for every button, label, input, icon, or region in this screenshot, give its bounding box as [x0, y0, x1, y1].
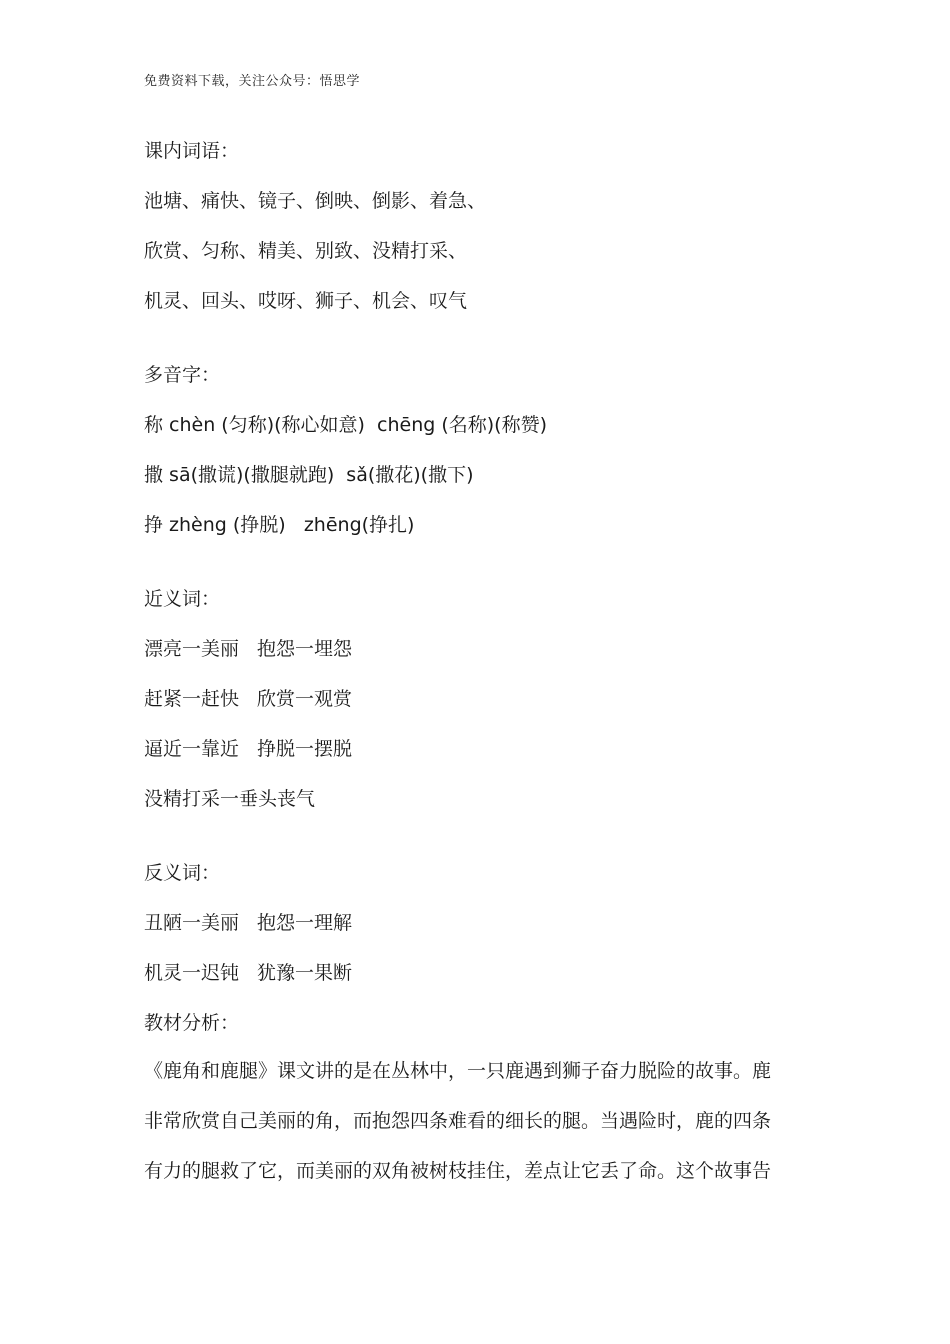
- antonym-pair: 机灵一迟钝: [144, 962, 240, 984]
- polyphones-heading: 多音字：: [144, 364, 221, 386]
- antonyms-heading: 反义词：: [144, 862, 221, 884]
- synonym-pair: 漂亮一美丽: [144, 638, 240, 660]
- synonym-pair: 逼近一靠近: [144, 738, 240, 760]
- analysis-line: 《鹿角和鹿腿》课文讲的是在丛林中，一只鹿遇到狮子奋力脱险的故事。鹿: [144, 1060, 772, 1082]
- vocab-row: 池塘、痛快、镜子、倒映、倒影、着急、: [144, 190, 487, 212]
- synonym-row: [144, 686, 352, 712]
- antonym-row: [144, 960, 352, 986]
- polyphone-row: 称 chèn (匀称)(称心如意) chēng (名称)(称赞): [144, 414, 547, 436]
- polyphone-row: 挣 zhèng (挣脱) zhēng(挣扎): [144, 514, 415, 536]
- analysis-line: 非常欣赏自己美丽的角，而抱怨四条难看的细长的腿。当遇险时，鹿的四条: [144, 1110, 772, 1132]
- antonym-pair: 抱怨一理解: [257, 912, 353, 934]
- analysis-paragraph: [144, 1046, 808, 1196]
- synonym-row: [144, 636, 352, 662]
- analysis-line: 有力的腿救了它，而美丽的双角被树枝挂住，差点让它丢了命。这个故事告: [144, 1160, 772, 1182]
- synonym-row: [144, 786, 315, 812]
- synonym-pair: 没精打采一垂头丧气: [144, 788, 316, 810]
- synonym-pair: 挣脱一摆脱: [257, 738, 353, 760]
- antonym-pair: 犹豫一果断: [257, 962, 353, 984]
- polyphone-row: 撒 sā(撒谎)(撒腿就跑) sǎ(撒花)(撒下): [144, 464, 474, 486]
- analysis-heading: 教材分析：: [144, 1012, 240, 1034]
- synonyms-heading: 近义词：: [144, 588, 221, 610]
- header-note: 免费资料下载，关注公众号：悟思学: [144, 74, 361, 89]
- synonym-pair: 赶紧一赶快: [144, 688, 240, 710]
- vocab-row: 欣赏、匀称、精美、别致、没精打采、: [144, 240, 468, 262]
- vocab-row: 机灵、回头、哎呀、狮子、机会、叹气: [144, 290, 468, 312]
- antonym-row: [144, 910, 352, 936]
- vocab-heading: 课内词语：: [144, 140, 240, 162]
- synonym-pair: 欣赏一观赏: [257, 688, 353, 710]
- antonym-pair: 丑陋一美丽: [144, 912, 240, 934]
- synonym-pair: 抱怨一埋怨: [257, 638, 353, 660]
- synonym-row: [144, 736, 352, 762]
